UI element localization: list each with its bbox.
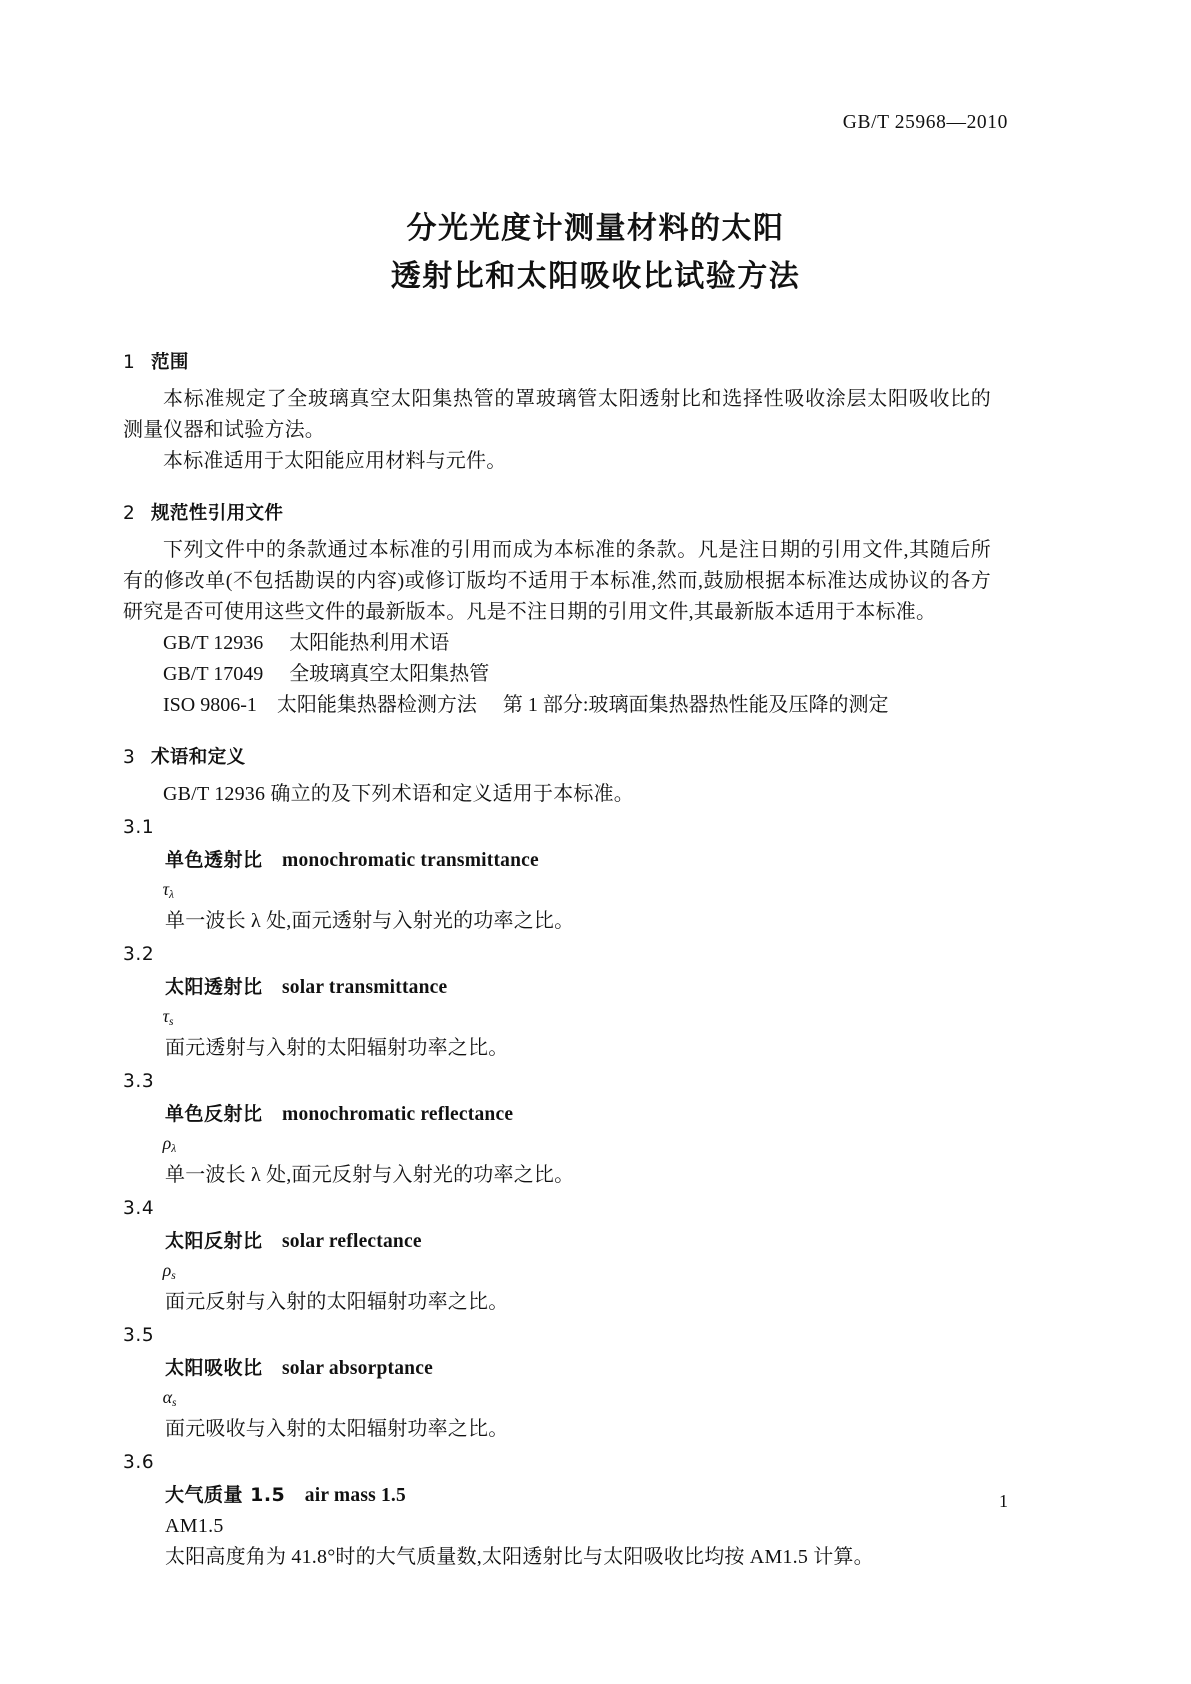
symbol-subscript-3-2: s [169,1016,174,1029]
term-entry-3-5 [123,1353,991,1384]
reference-code-1: GB/T 12936 [163,632,264,654]
section-number-3: 3 [123,747,136,768]
section-title-1: 范围 [151,352,189,373]
symbol-subscript-3-3: λ [171,1143,177,1156]
term-definition-3-3: 单一波长 λ 处,面元反射与入射光的功率之比。 [165,1164,575,1186]
symbol-subscript-3-1: λ [169,889,175,902]
section-heading-2 [123,499,991,529]
term-entry-3-6 [123,1480,991,1511]
clause-number-3-3: 3.3 [123,1071,155,1092]
document-body [123,348,991,1573]
normative-reference-2 [123,659,991,690]
page-title-line-1: 分光光度计测量材料的太阳 [406,211,785,246]
page-title [0,205,1191,301]
section-2-paragraph-1: 下列文件中的条款通过本标准的引用而成为本标准的条款。凡是注日期的引用文件,其随后所有的修改单(不包括勘误的内容)或修订版均不适用于本标准,然而,鼓励根据本标准达成协议的各方研究是否可使用这些文件的最新版本。凡是不注日期的引用文件,其最新版本适用于本标准。 [123,539,991,623]
section-3-paragraph-1: GB/T 12936 确立的及下列术语和定义适用于本标准。 [163,783,634,805]
term-english-3-6: air mass 1.5 [304,1485,406,1506]
symbol-base-3-3: ρ [162,1133,172,1153]
term-english-3-3: monochromatic reflectance [282,1104,514,1125]
term-entry-3-3 [123,1099,991,1130]
symbol-base-3-4: ρ [162,1260,172,1280]
reference-title-2: 全玻璃真空太阳集热管 [289,663,490,685]
symbol-subscript-3-4: s [171,1270,176,1283]
term-english-3-5: solar absorptance [282,1358,433,1379]
term-chinese-3-1: 单色透射比 [165,849,263,871]
term-english-3-1: monochromatic transmittance [282,850,539,871]
term-symbol-3-4 [123,1257,991,1287]
symbol-base-3-2: τ [162,1006,170,1026]
term-chinese-3-6: 大气质量 1.5 [165,1484,286,1506]
term-symbol-3-3 [123,1130,991,1160]
term-symbol-3-2 [123,1003,991,1033]
normative-reference-1 [123,628,991,659]
section-title-2: 规范性引用文件 [151,503,284,524]
symbol-base-3-5: α [162,1387,173,1407]
section-number-2: 2 [123,503,136,524]
section-1-paragraph-2: 本标准适用于太阳能应用材料与元件。 [163,450,507,472]
running-header [843,112,1008,134]
clause-number-3-4: 3.4 [123,1198,155,1219]
reference-code-2: GB/T 17049 [163,663,264,685]
term-symbol-3-5 [123,1384,991,1414]
term-definition-3-6: 太阳高度角为 41.8°时的大气质量数,太阳透射比与太阳吸收比均按 AM1.5 计算。 [165,1546,874,1568]
section-1-paragraph-1: 本标准规定了全玻璃真空太阳集热管的罩玻璃管太阳透射比和选择性吸收涂层太阳吸收比的测量仪器和试验方法。 [123,388,991,441]
term-definition-3-4: 面元反射与入射的太阳辐射功率之比。 [165,1291,509,1313]
term-chinese-3-5: 太阳吸收比 [165,1357,263,1379]
running-header-text: GB/T 25968—2010 [842,112,1008,133]
term-definition-3-5: 面元吸收与入射的太阳辐射功率之比。 [165,1418,509,1440]
page-title-line-2: 透射比和太阳吸收比试验方法 [390,259,801,294]
clause-number-3-1: 3.1 [123,817,155,838]
term-symbol-3-6: AM1.5 [165,1515,224,1537]
clause-number-3-2: 3.2 [123,944,155,965]
symbol-base-3-1: τ [162,879,170,899]
term-chinese-3-2: 太阳透射比 [165,976,263,998]
term-entry-3-4 [123,1226,991,1257]
section-heading-3 [123,743,991,773]
term-entry-3-2 [123,972,991,1003]
term-chinese-3-4: 太阳反射比 [165,1230,263,1252]
term-symbol-3-1 [123,876,991,906]
clause-number-3-6: 3.6 [123,1452,155,1473]
clause-number-3-5: 3.5 [123,1325,155,1346]
reference-title-1: 太阳能热利用术语 [289,632,450,654]
reference-part-3: 第 1 部分:玻璃面集热器热性能及压降的测定 [502,694,889,716]
term-definition-3-1: 单一波长 λ 处,面元透射与入射光的功率之比。 [165,910,575,932]
reference-title-3: 太阳能集热器检测方法 [276,694,477,716]
page-number: 1 [999,1491,1008,1511]
reference-code-3: ISO 9806-1 [163,694,257,716]
section-number-1: 1 [123,352,136,373]
normative-reference-3 [123,690,991,721]
term-chinese-3-3: 单色反射比 [165,1103,263,1125]
term-english-3-4: solar reflectance [282,1231,422,1252]
symbol-subscript-3-5: s [172,1397,177,1410]
section-title-3: 术语和定义 [151,747,246,768]
section-heading-1 [123,348,991,378]
term-english-3-2: solar transmittance [282,977,448,998]
term-definition-3-2: 面元透射与入射的太阳辐射功率之比。 [165,1037,509,1059]
term-entry-3-1 [123,845,991,876]
